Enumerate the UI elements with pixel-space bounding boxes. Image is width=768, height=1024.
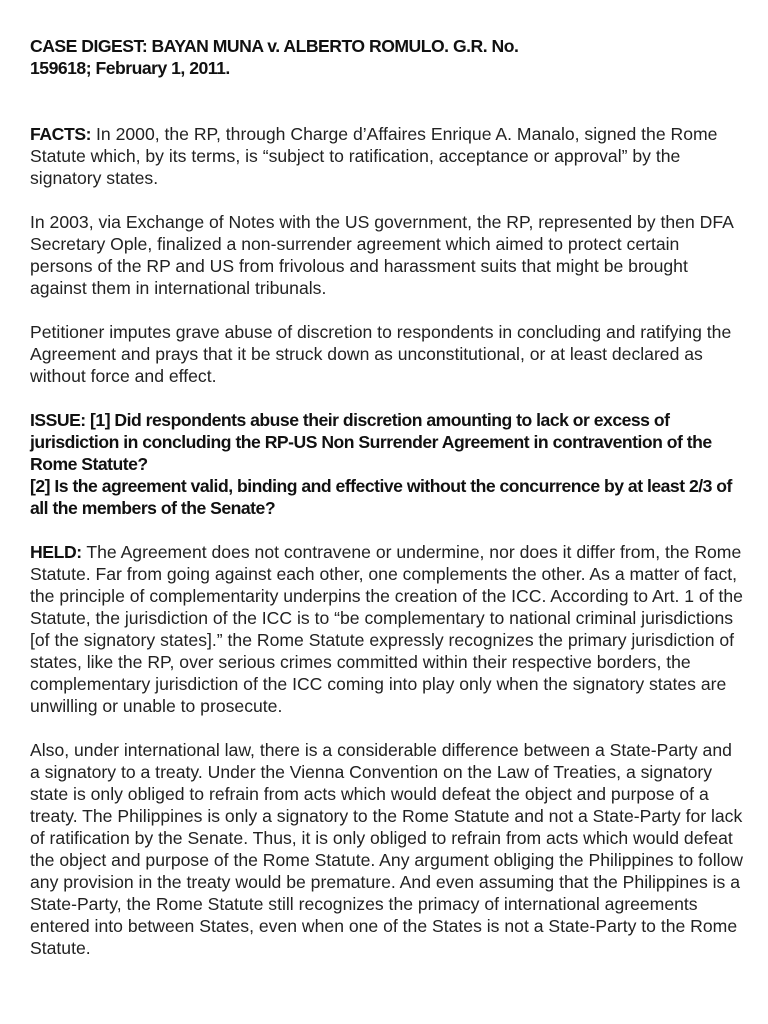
facts-text-1: In 2000, the RP, through Charge d’Affaires Enrique A. Manalo, signed the Rome Statute which, by its terms, is “subject to ratification, acceptance or approval” by the signatory states. bbox=[30, 124, 718, 188]
held-paragraph-1 bbox=[30, 541, 746, 717]
held-text-1: The Agreement does not contravene or undermine, nor does it differ from, the Rome Statute. Far from going against each other, one complements the other. As a matter of fact, the principle of complementarity underpins the creation of the ICC. According to Art. 1 of the Statute, the jurisdiction of the ICC is to “be complementary to national criminal jurisdictions [of the signatory states].” the Rome Statute expressly recognizes the primary jurisdiction of states, like the RP, over serious crimes committed within their respective borders, the complementary jurisdiction of the ICC coming into play only when the signatory states are unwilling or unable to prosecute. bbox=[30, 542, 743, 716]
facts-paragraph-1 bbox=[30, 123, 746, 189]
issue-section bbox=[30, 409, 746, 519]
held-paragraph-2: Also, under international law, there is a considerable difference between a State-Party and a signatory to a treaty. Under the Vienna Convention on the Law of Treaties, a signatory state is only obliged to refrain from acts which would defeat the object and purpose of a treaty. The Philippines is only a signatory to the Rome Statute and not a State-Party for lack of ratification by the Senate. Thus, it is only obliged to refrain from acts which would defeat the object and purpose of the Rome Statute. Any argument obliging the Philippines to follow any provision in the treaty would be premature. And even assuming that the Philippines is a State-Party, the Rome Statute still recognizes the primacy of international agreements entered into between States, even when one of the States is not a State-Party to the Rome Statute. bbox=[30, 740, 744, 958]
issue-question-1: ISSUE: [1] Did respondents abuse their discretion amounting to lack or excess of jurisdiction in concluding the RP-US Non Surrender Agreement in contravention of the Rome Statute? bbox=[30, 410, 712, 474]
facts-paragraph-2: In 2003, via Exchange of Notes with the US government, the RP, represented by then DFA Secretary Ople, finalized a non-surrender agreement which aimed to protect certain persons of the RP and US from frivolous and harassment suits that might be brought against them in international tribunals. bbox=[30, 212, 733, 298]
facts-paragraph-3: Petitioner imputes grave abuse of discretion to respondents in concluding and ratifying the Agreement and prays that it be struck down as unconstitutional, or at least declared as without force and effect. bbox=[30, 322, 732, 386]
case-title-line-1: CASE DIGEST: BAYAN MUNA v. ALBERTO ROMULO. G.R. No. bbox=[30, 36, 519, 56]
issue-question-2: [2] Is the agreement valid, binding and effective without the concurrence by at least 2/3 of all the members of the Senate? bbox=[30, 476, 732, 518]
case-title-line-2: 159618; February 1, 2011. bbox=[30, 58, 230, 78]
case-title bbox=[30, 0, 746, 79]
document-page bbox=[30, 0, 746, 959]
facts-label: FACTS: bbox=[30, 124, 92, 144]
held-label: HELD: bbox=[30, 542, 82, 562]
